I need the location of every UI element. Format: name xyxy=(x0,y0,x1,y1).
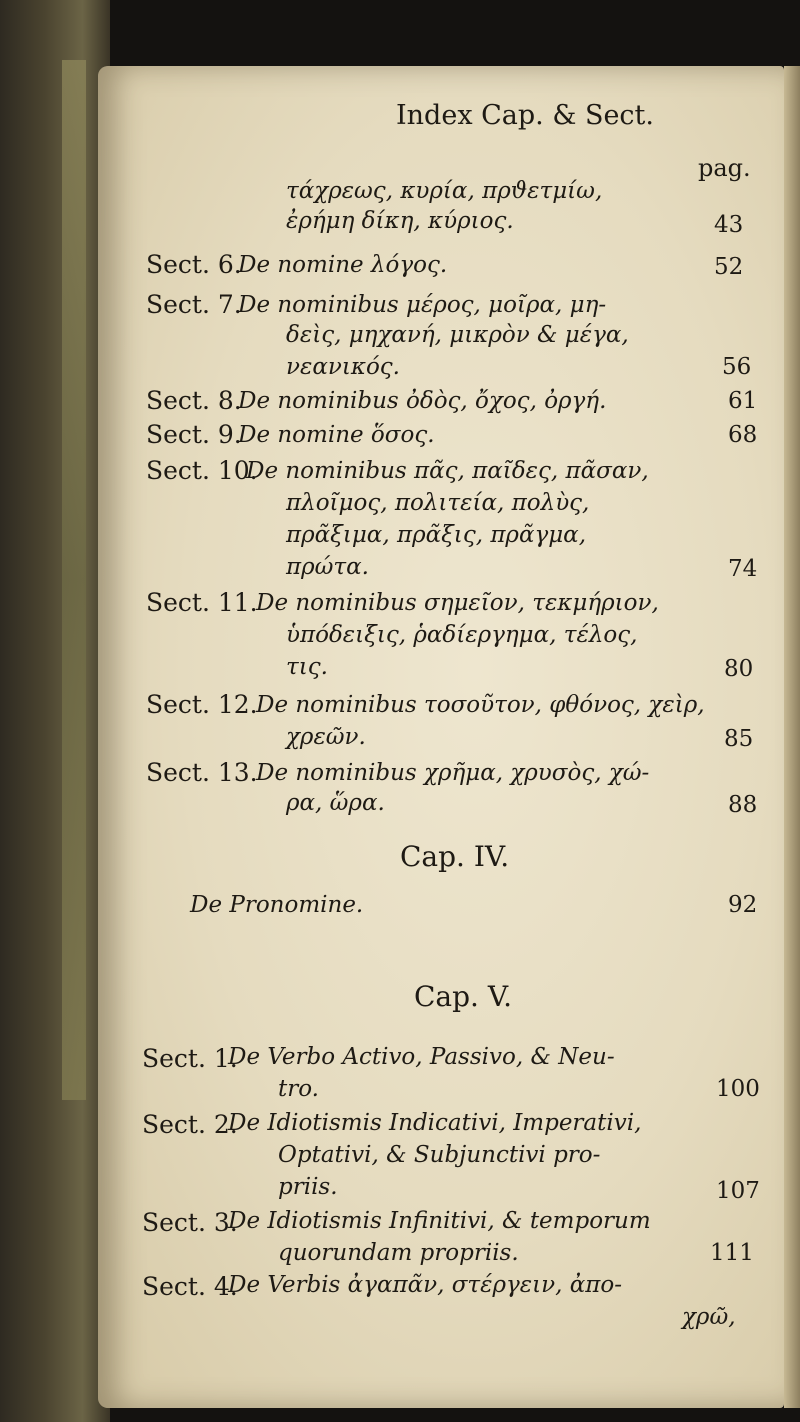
page-number: 88 xyxy=(728,792,758,818)
entry-line: quorundam propriis. xyxy=(278,1240,519,1266)
page-number: 92 xyxy=(728,892,758,918)
section-label: Sect. 6. xyxy=(146,250,242,279)
section-label: Sect. 11. xyxy=(146,588,258,617)
page-number: 111 xyxy=(710,1240,754,1266)
page-number: 43 xyxy=(714,212,744,238)
section-label: Sect. 9. xyxy=(146,420,242,449)
page-number: 52 xyxy=(714,254,744,280)
page-number: 80 xyxy=(724,656,754,682)
entry-line: νεανικός. xyxy=(286,354,400,380)
section-label: Sect. 1. xyxy=(142,1044,238,1073)
entry-line: De nominibus χρῆμα, χρυσὸς, χώ- xyxy=(256,760,650,786)
entry-line: χρεῶν. xyxy=(286,724,366,750)
page-number: 107 xyxy=(716,1178,760,1204)
book-spine xyxy=(0,0,110,1422)
page-edge xyxy=(784,66,800,1408)
entry-line: πρᾶξιμα, πρᾶξις, πρᾶγμα, xyxy=(286,522,587,548)
entry-line: De nomine ὅσος. xyxy=(238,422,435,448)
page-number: 100 xyxy=(716,1076,760,1102)
spine-label-strip xyxy=(62,60,86,1100)
section-label: Sect. 10. xyxy=(146,456,258,485)
entry-line: τις. xyxy=(286,654,328,680)
entry-line: πρώτα. xyxy=(286,554,369,580)
entry-line: δεὶς, μηχανή, μικρὸν & μέγα, xyxy=(286,322,629,348)
entry-line: De Idiotismis Infinitivi, & temporum xyxy=(228,1208,651,1234)
entry-line: τάχρεως, κυρία, πρϑετμίω, xyxy=(286,178,603,204)
entry-line: ρα, ὥρα. xyxy=(286,790,385,816)
section-label: Sect. 7. xyxy=(146,290,242,319)
chapter-heading: Cap. IV. xyxy=(400,840,510,873)
section-label: Sect. 12. xyxy=(146,690,258,719)
running-header: Index Cap. & Sect. xyxy=(396,100,654,131)
page-column-label: pag. xyxy=(698,154,751,182)
section-label: Sect. 3. xyxy=(142,1208,238,1237)
entry-line: ἐρήμη δίκη, κύριος. xyxy=(286,208,514,234)
entry-line: De Verbo Activo, Passivo, & Neu- xyxy=(228,1044,615,1070)
page-number: 61 xyxy=(728,388,758,414)
section-label: Sect. 2. xyxy=(142,1110,238,1139)
section-label: Sect. 4. xyxy=(142,1272,238,1301)
entry-line: πλοῖμος, πολιτεία, πολὺς, xyxy=(286,490,590,516)
entry-line: De nominibus σημεῖον, τεκμήριον, xyxy=(256,590,659,616)
entry-line: De Verbis ἀγαπᾶν, στέργειν, ἀπο- xyxy=(228,1272,622,1298)
entry-line: priis. xyxy=(278,1174,338,1200)
entry-line: χρῶ, xyxy=(682,1304,736,1330)
page-number: 85 xyxy=(724,726,754,752)
entry-line: De nomine λόγος. xyxy=(238,252,448,278)
entry-line: De nominibus πᾶς, παῖδες, πᾶσαν, xyxy=(246,458,649,484)
book-page xyxy=(98,66,784,1408)
entry-line: De Idiotismis Indicativi, Imperativi, xyxy=(228,1110,642,1136)
entry-line: De nominibus τοσοῦτον, φθόνος, χεὶρ, xyxy=(256,692,705,718)
entry-line: ὑπόδειξις, ῥαδίεργημα, τέλος, xyxy=(286,622,638,648)
entry-line: tro. xyxy=(278,1076,319,1102)
entry-line: Optativi, & Subjunctivi pro- xyxy=(278,1142,601,1168)
entry-line: De Pronomine. xyxy=(190,892,364,918)
chapter-heading: Cap. V. xyxy=(414,980,513,1013)
entry-line: De nominibus μέρος, μοῖρα, μη- xyxy=(238,292,607,318)
page-number: 68 xyxy=(728,422,758,448)
section-label: Sect. 13. xyxy=(146,758,258,787)
section-label: Sect. 8. xyxy=(146,386,242,415)
page-number: 56 xyxy=(722,354,752,380)
entry-line: De nominibus ὀδὸς, ὄχος, ὀργή. xyxy=(238,388,607,414)
page-number: 74 xyxy=(728,556,758,582)
